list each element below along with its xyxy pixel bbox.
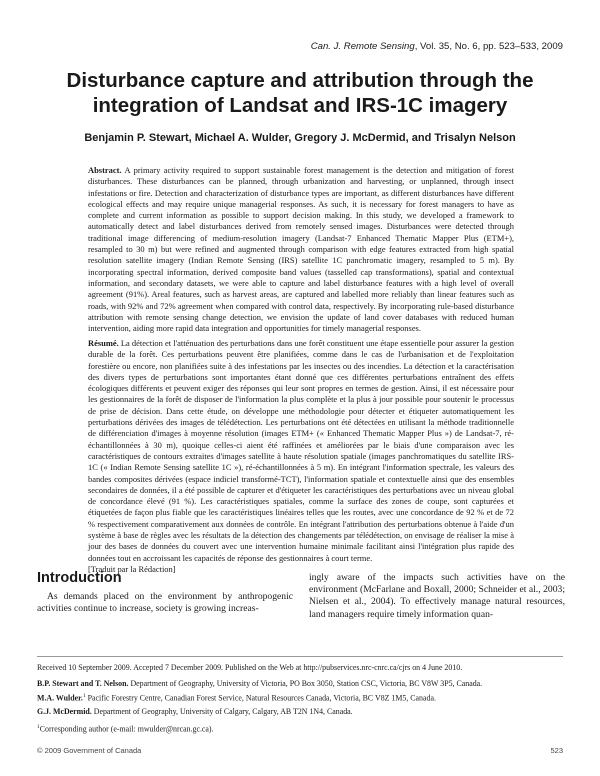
intro-paragraph-right: ingly aware of the impacts such activities have on the environment (McFarlane and Boxall, 2000; Schneider et al., 2003; Nielsen et al., 2004). To effectively manage natural resources, land managers require timely information quan-	[309, 572, 565, 620]
footnote-marker: 1	[82, 693, 86, 699]
copyright: © 2009 Government of Canada	[37, 746, 142, 755]
affiliation	[37, 690, 570, 705]
journal-name: Can. J. Remote Sensing	[310, 41, 415, 52]
resume	[88, 338, 514, 575]
intro-paragraph-left: As demands placed on the environment by anthropogenic activities continue to increase, society is growing increas-	[37, 591, 293, 615]
affiliation	[37, 705, 570, 718]
resume-text: La détection et l'atténuation des perturbations dans une forêt constituent une étape essentielle pour assurer la gestion durable de la forêt. Ces perturbations peuvent être planifiées, comme dans le cas de l'urbanisation et de l'exploitation forestière ou encore, non planifiées suite à des infestations par les insectes ou des incendies. La détection et la caractérisation des divers types de perturbations sont importantes étant donné que ces différentes perturbations entraînent des effets écologiques différents et peuvent exiger des réponses qui leur sont propres en termes de gestion. Ainsi, il est nécessaire pour les gestionnaires de la forêt de disposer de l'information la plus complète et la plus à jour possible pour soutenir le processus de prise de décision. Dans cette étude, on développe une méthodologie pour détecter et étiqueter automatiquement les perturbations dérivées des images de télédétection. Les perturbations ont été détectées en utilisant la méthode traditionnelle de différenciation d'images à moyenne résolution (images ETM+ (« Enhanced Thematic Mapper Plus ») de Landsat-7, ré-échantillonnées à 30 m), quoique celles-ci aient été raffinées et améliorées par le biais d'une comparaison avec les caractéristiques de contours extraites d'images satellite à haute résolution spatiale (images panchromatiques du satellite IRS-1C (« Indian Remote Sensing satellite 1C »), ré-échantillonnées à 5 m). En intégrant l'information spectrale, les valeurs des bandes composites dérivées (espace indiciel transformé-TCT), l'information spatiale et contextuelle ainsi que des ensembles secondaires de données, il a été possible de capturer et d'étiqueter les caractéristiques des perturbations avec un niveau global de concordance élevé (91 %). Les caractéristiques spatiales, comme la surface des zones de coupe, sont capturées et étiquetées de façon plus fiable que les caractéristiques linéaires telles que les routes, avec une concordance de 92 % et de 72 % respectivement comparativement aux données de contrôle. En intégrant l'attribution des perturbations obtenue à l'aide d'un système à base de règles avec les résultats de la détection des changements par télédétection, on envisage de réaliser la mise à jour des bases de données du couvert avec une intervention humaine minimale facilitant ainsi l'intégration plus rapide des données tout en accroissant les capacités de réponse des gestionnaires à court terme.	[88, 338, 514, 563]
affiliation-names: G.J. McDermid.	[37, 706, 92, 716]
section-heading-introduction: Introduction	[37, 570, 122, 586]
affiliation-names: M.A. Wulder.	[37, 693, 83, 703]
resume-label: Résumé.	[88, 338, 119, 348]
author-list: Benjamin P. Stewart, Michael A. Wulder, Gregory J. McDermid, and Trisalyn Nelson	[84, 132, 516, 144]
translation-note: [Traduit par la Rédaction]	[88, 563, 176, 574]
corresponding-author	[37, 721, 570, 736]
affiliation-text: Department of Geography, University of Calgary, Calgary, AB T2N 1N4, Canada.	[91, 706, 353, 716]
left-column	[37, 572, 293, 616]
footnote-marker: 1	[37, 723, 40, 730]
citation-details: , Vol. 35, No. 6, pp. 523–533, 2009	[414, 41, 563, 52]
received-dates: Received 10 September 2009. Accepted 7 December 2009. Published on the Web at http://pubservices.nrc-cnrc.ca/cjrs on 4 June 2010.	[37, 663, 463, 672]
abstract-text: A primary activity required to support sustainable forest management is the detection and mitigation of forest disturbances. These disturbances can be planned, through urbanization and harvesting, or unplanned, through insect infestations or fire. Detection and characterization of disturbance types are important, as different disturbances have different ecological effects and may require unique managerial responses. As such, it is necessary for forest managers to have as complete and current information as possible to support decision making. In this study, we developed a framework to automatically detect and label disturbances derived from remotely sensed images. Disturbances were detected through traditional image differencing of medium-resolution imagery (Landsat-7 Enhanced Thematic Mapper Plus (ETM+), resampled to 30 m) but were refined and augmented through comparison with edge features extracted from high spatial resolution satellite imagery (Indian Remote Sensing (IRS) satellite 1C panchromatic imagery, resampled to 5 m). By incorporating spectral information, derived composite band values (tasselled cap transformations), spatial and contextual information, and secondary datasets, we were able to capture and label disturbance features with a high level of overall agreement (91%). Areal features, such as harvest areas, are captured and labelled more reliably than linear features such as roads, with 92% and 72% agreement when compared with control data, respectively. By incorporating rule-based disturbance attribution with remote sensing change detection, we envision the update of land cover databases with reduced human intervention, aiding more rapid data integration and opportunities for timely managerial responses.	[88, 165, 514, 334]
affiliation-names: B.P. Stewart and T. Nelson.	[37, 679, 129, 688]
right-column	[309, 572, 565, 621]
abstract	[88, 165, 514, 334]
affiliation-text: Department of Geography, University of Victoria, PO Box 3050, Station CSC, Victoria, BC V8W 3P5, Canada.	[128, 679, 483, 688]
affiliation-text: Pacific Forestry Centre, Canadian Forest Service, Natural Resources Canada, Victoria, BC V8Z 1M5, Canada.	[85, 693, 436, 703]
title-line-2: integration of Landsat and IRS-1C imagery	[92, 94, 508, 117]
footnotes	[37, 661, 570, 735]
abstract-label: Abstract.	[88, 165, 122, 175]
page-number: 523	[550, 746, 563, 755]
paper-title	[20, 68, 580, 118]
footnote-divider	[37, 656, 563, 657]
affiliation	[37, 677, 570, 690]
journal-citation	[311, 41, 563, 52]
title-line-1: Disturbance capture and attribution through the	[66, 69, 534, 92]
corresponding-text: Corresponding author (e-mail: mwulder@nrcan.gc.ca).	[39, 724, 214, 734]
